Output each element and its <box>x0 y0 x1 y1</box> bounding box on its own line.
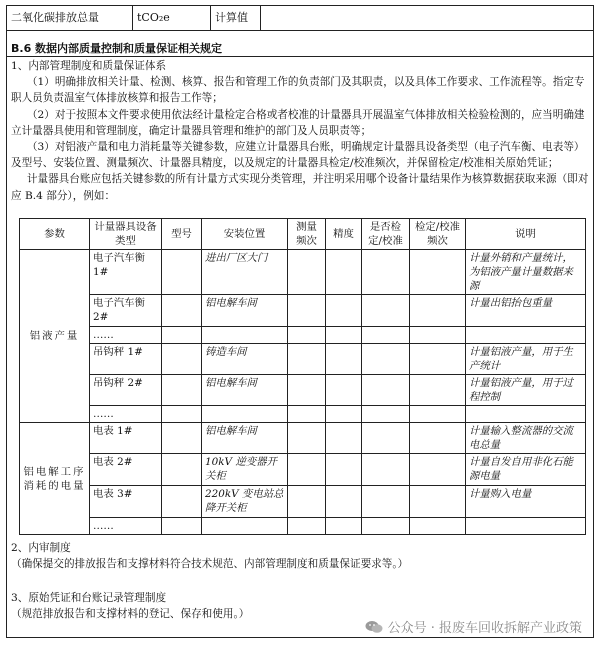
device-cell: …… <box>90 518 162 535</box>
note-cell: 计量出铝抬包重量 <box>466 295 586 327</box>
audit-heading: 2、内审制度 <box>11 542 71 554</box>
records-text: （规范排放报告和支撑材料的登记、保存和使用。） <box>11 608 250 620</box>
intro-block <box>11 58 589 204</box>
emission-value: 计算值 <box>211 6 261 30</box>
device-cell: …… <box>90 406 162 423</box>
total-emission-label: 二氧化碳排放总量 <box>7 6 133 30</box>
watermark-text: 公众号 · 报废车回收拆解产业政策 <box>387 621 582 636</box>
table-row <box>20 375 586 406</box>
header-calibrated: 是否检定/校准 <box>362 219 410 250</box>
note-cell: 计量铝液产量，用于生产统计 <box>466 344 586 375</box>
summary-row <box>7 6 593 31</box>
table-row <box>20 250 586 295</box>
table-row <box>20 327 586 344</box>
table-row <box>20 518 586 535</box>
watermark <box>365 617 582 636</box>
wechat-icon <box>365 620 383 634</box>
param-aluminum-output: 铝液产量 <box>20 250 90 423</box>
section-divider <box>7 56 593 57</box>
header-location: 安装位置 <box>202 219 288 250</box>
emission-unit: tCO₂e <box>133 6 211 30</box>
table-row <box>20 295 586 327</box>
intro-heading: 1、内部管理制度和质量保证体系 <box>11 60 167 72</box>
header-frequency: 测量频次 <box>288 219 326 250</box>
header-precision: 精度 <box>326 219 362 250</box>
table-row <box>20 406 586 423</box>
table-row <box>20 454 586 486</box>
document-frame <box>6 5 594 638</box>
section-title: B.6 数据内部质量控制和质量保证相关规定 <box>11 42 223 55</box>
device-cell: 电子汽车衡 1# <box>90 250 162 295</box>
header-calibration-frequency: 检定/校准频次 <box>410 219 466 250</box>
records-heading: 3、原始凭证和台账记录管理制度 <box>11 592 167 604</box>
note-cell: 计量铝液产量，用于过程控制 <box>466 375 586 406</box>
audit-text: （确保提交的排放报告和支撑材料符合技术规范、内部管理制度和质量保证要求等。） <box>11 558 409 570</box>
audit-block <box>11 540 571 572</box>
device-cell: 吊钩秤 2# <box>90 375 162 406</box>
device-cell: 电表 3# <box>90 486 162 518</box>
device-cell: 吊钩秤 1# <box>90 344 162 375</box>
location-cell: 铸造车间 <box>202 344 288 375</box>
device-cell: …… <box>90 327 162 344</box>
note-cell: 计量输入整流器的交流电总量 <box>466 423 586 454</box>
header-note: 说明 <box>466 219 586 250</box>
table-row <box>20 486 586 518</box>
device-cell: 电表 1# <box>90 423 162 454</box>
location-cell: 铝电解车间 <box>202 375 288 406</box>
location-cell: 铝电解车间 <box>202 423 288 454</box>
header-device: 计量器具设备类型 <box>90 219 162 250</box>
param-electrolysis-power: 铝电解工序消耗的电量 <box>20 423 90 535</box>
header-model: 型号 <box>162 219 202 250</box>
intro-item-1: （1）明确排放相关计量、检测、核算、报告和管理工作的负责部门及其职责，以及具体工作要求、工作流程等。指定专职人员负责温室气体排放核算和报告工作等； <box>11 76 585 105</box>
table-header-row <box>20 219 586 250</box>
header-param: 参数 <box>20 219 90 250</box>
table-row <box>20 344 586 375</box>
location-cell: 进出厂区大门 <box>202 250 288 295</box>
note-cell: 计量外销和产量统计，为铝液产量计量数据来源 <box>466 250 586 295</box>
ledger-note: 计量器具台账应包括关键参数的所有计量方式实现分类管理，并注明采用哪个设备计量结果作为核算数据获取来源（即对应 B.4 部分），例如： <box>11 173 589 202</box>
location-cell: 220kV 变电站总降开关柜 <box>202 486 288 518</box>
location-cell: 10kV 逆变器开关柜 <box>202 454 288 486</box>
device-cell: 电表 2# <box>90 454 162 486</box>
measurement-table <box>19 218 586 535</box>
location-cell: 铝电解车间 <box>202 295 288 327</box>
note-cell: 计量购入电量 <box>466 486 586 518</box>
table-row <box>20 423 586 454</box>
intro-item-3: （3）对铝液产量和电力消耗量等关键参数，应建立计量器具台账，明确规定计量器具设备类型（电子汽车衡、电表等）及型号、安装位置、测量频次、计量器具精度，以及规定的计量器具检定/校准频次，并保留检定/校准相关原始凭证； <box>11 141 585 170</box>
note-cell: 计量自发自用非化石能源电量 <box>466 454 586 486</box>
intro-item-2: （2）对于按照本文件要求使用依法经计量检定合格或者校准的计量器具开展温室气体排放相关检验检测的，应当明确建立计量器具使用和管理制度，确定计量器具管理和维护的部门及人员职责等； <box>11 108 585 137</box>
device-cell: 电子汽车衡 2# <box>90 295 162 327</box>
